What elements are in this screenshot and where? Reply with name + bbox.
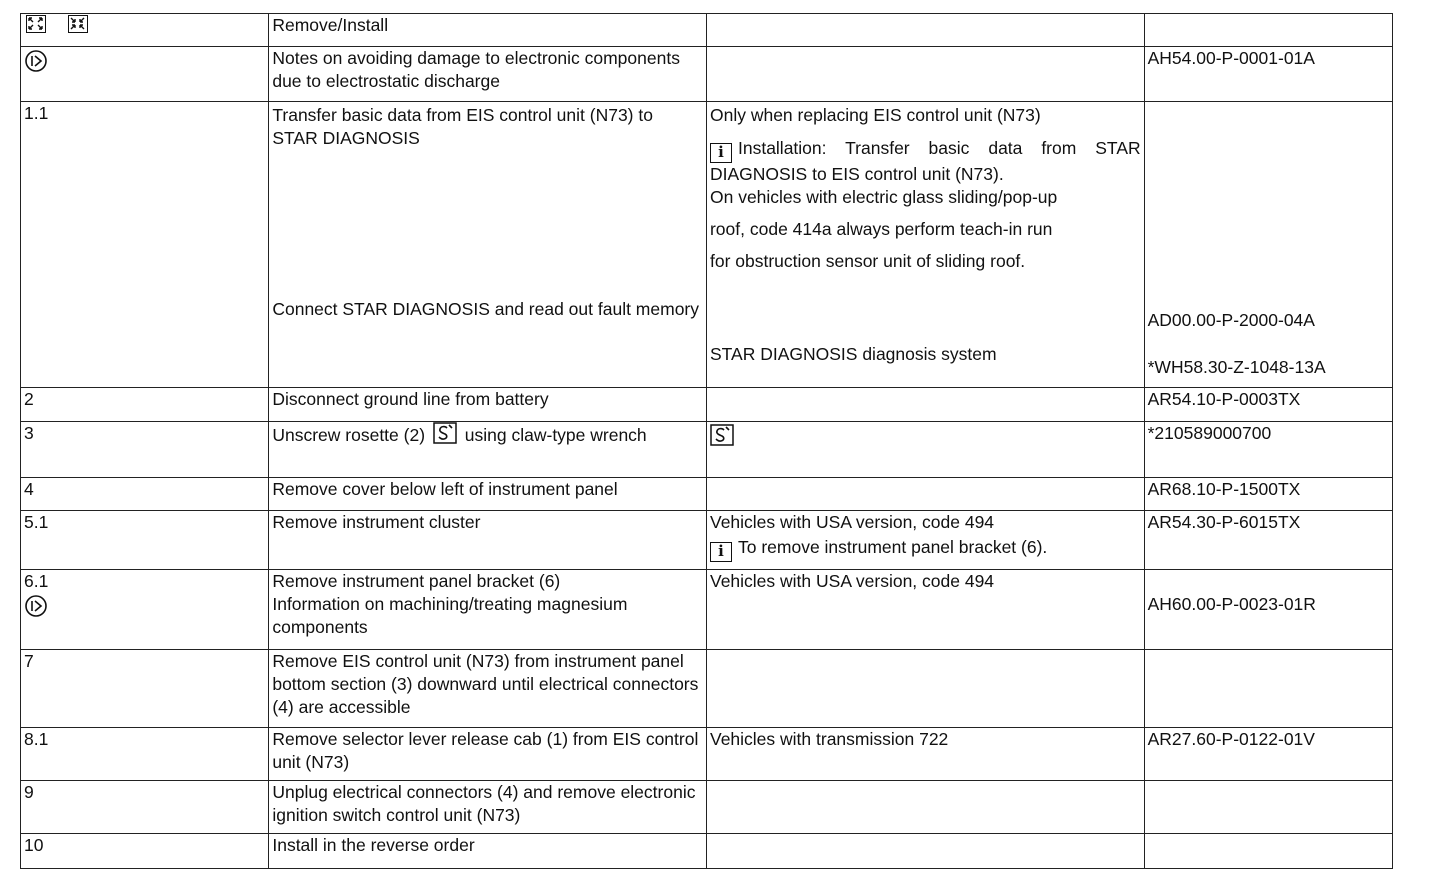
note-cell: [706, 388, 1144, 422]
note-text: To remove instrument panel bracket (6).: [737, 537, 1048, 557]
reference-cell: [1144, 14, 1392, 47]
note-text: roof, code 414a always perform teach-in run: [709, 219, 1053, 239]
note-text: Only when replacing EIS control unit (N73): [709, 105, 1041, 125]
procedure-table: [20, 13, 1393, 869]
operation-text: Connect STAR DIAGNOSIS and read out fault memory: [272, 299, 700, 319]
reference-link[interactable]: AR68.10-P-1500TX: [1147, 479, 1301, 499]
note-text: Vehicles with transmission 722: [709, 729, 949, 749]
reference-link[interactable]: AR27.60-P-0122-01V: [1147, 729, 1315, 749]
section-heading: Remove/Install: [272, 15, 389, 35]
step-number: 10: [24, 835, 44, 855]
warning-circle-icon[interactable]: [24, 594, 48, 618]
operation-cell: [269, 728, 707, 781]
step-cell: [21, 511, 269, 570]
operation-cell: [269, 570, 707, 650]
operation-cell: [269, 422, 707, 478]
step-cell: [21, 570, 269, 650]
table-row: [21, 388, 1393, 422]
operation-text: Disconnect ground line from battery: [272, 389, 549, 409]
reference-cell: [1144, 388, 1392, 422]
step-cell: [21, 834, 269, 869]
table-row: [21, 781, 1393, 834]
step-cell: [21, 478, 269, 511]
reference-cell: [1144, 102, 1392, 388]
step-cell: [21, 388, 269, 422]
step-number: 9: [24, 782, 34, 802]
step-number: 5.1: [24, 512, 49, 532]
step-number: 8.1: [24, 729, 49, 749]
table-row: [21, 570, 1393, 650]
link-text[interactable]: Information on machining/treating magnesium components: [272, 594, 628, 637]
operation-cell: [269, 834, 707, 869]
reference-cell: [1144, 478, 1392, 511]
operation-cell: [269, 102, 707, 388]
reference-cell: [1144, 570, 1392, 650]
table-row: [21, 422, 1393, 478]
reference-link[interactable]: AD00.00-P-2000-04A: [1147, 310, 1315, 330]
operation-cell: [269, 511, 707, 570]
reference-cell: [1144, 834, 1392, 869]
step-cell: [21, 14, 269, 47]
special-tool-icon[interactable]: [710, 424, 734, 446]
operation-text: Remove instrument panel bracket (6): [272, 571, 561, 591]
table-row: [21, 728, 1393, 781]
reference-link[interactable]: AR54.30-P-6015TX: [1147, 512, 1301, 532]
reference-cell: [1144, 422, 1392, 478]
operation-text: Remove EIS control unit (N73) from instrument panel bottom section (3) downward until electrical connectors (4) are accessible: [272, 651, 699, 717]
operation-text: Remove instrument cluster: [272, 512, 481, 532]
operation-text: Remove selector lever release cab (1) from EIS control unit (N73): [272, 729, 699, 772]
operation-text: Remove cover below left of instrument panel: [272, 479, 618, 499]
table-row: [21, 47, 1393, 102]
reference-link[interactable]: AH54.00-P-0001-01A: [1147, 48, 1315, 68]
note-cell: [706, 422, 1144, 478]
note-cell: [706, 728, 1144, 781]
reference-cell: [1144, 728, 1392, 781]
collapse-all-icon[interactable]: [68, 15, 88, 33]
note-text: STAR DIAGNOSIS diagnosis system: [709, 344, 997, 364]
expand-all-icon[interactable]: [26, 15, 46, 33]
note-cell: [706, 478, 1144, 511]
step-number: 6.1: [24, 571, 49, 591]
tool-number[interactable]: *210589000700: [1147, 423, 1272, 443]
reference-cell: [1144, 511, 1392, 570]
info-icon: i: [710, 143, 732, 163]
info-icon: i: [710, 542, 732, 562]
reference-cell: [1144, 650, 1392, 728]
operation-cell: [269, 14, 707, 47]
step-cell: [21, 47, 269, 102]
reference-link[interactable]: *WH58.30-Z-1048-13A: [1147, 357, 1326, 377]
operation-text: Transfer basic data from EIS control unit (N73) to STAR DIAGNOSIS: [272, 105, 653, 148]
step-cell: [21, 650, 269, 728]
step-number: 2: [24, 389, 34, 409]
operation-text: Unscrew rosette (2): [272, 425, 426, 445]
note-cell: [706, 102, 1144, 388]
step-number: 4: [24, 479, 34, 499]
note-cell: [706, 781, 1144, 834]
link-text[interactable]: Notes on avoiding damage to electronic components due to electrostatic discharge: [272, 48, 680, 91]
table-row: [21, 102, 1393, 388]
table-row: [21, 650, 1393, 728]
note-cell: [706, 570, 1144, 650]
note-cell: [706, 511, 1144, 570]
operation-cell: [269, 388, 707, 422]
note-text: Vehicles with USA version, code 494: [709, 512, 995, 532]
step-number: 1.1: [24, 103, 49, 123]
step-number: 7: [24, 651, 34, 671]
reference-link[interactable]: AH60.00-P-0023-01R: [1147, 594, 1316, 614]
operation-cell: [269, 47, 707, 102]
table-row: [21, 834, 1393, 869]
step-number: 3: [24, 423, 34, 443]
step-cell: [21, 422, 269, 478]
special-tool-icon[interactable]: [433, 422, 457, 444]
step-cell: [21, 781, 269, 834]
note-text: Vehicles with USA version, code 494: [709, 571, 995, 591]
table-row: [21, 478, 1393, 511]
reference-link[interactable]: AR54.10-P-0003TX: [1147, 389, 1301, 409]
table-row: [21, 14, 1393, 47]
note-text: On vehicles with electric glass sliding/pop-up: [709, 187, 1058, 207]
step-cell: [21, 728, 269, 781]
note-cell: [706, 47, 1144, 102]
table-row: [21, 511, 1393, 570]
operation-cell: [269, 781, 707, 834]
step-cell: [21, 102, 269, 388]
note-cell: [706, 14, 1144, 47]
operation-cell: [269, 650, 707, 728]
note-text: for obstruction sensor unit of sliding roof.: [709, 251, 1026, 271]
operation-text: Unplug electrical connectors (4) and remove electronic ignition switch control unit (N73): [272, 782, 696, 825]
operation-text: using claw-type wrench: [464, 425, 647, 445]
note-text: Installation: Transfer basic data from STAR DIAGNOSIS to EIS control unit (N73).: [709, 138, 1141, 184]
reference-cell: [1144, 781, 1392, 834]
operation-cell: [269, 478, 707, 511]
note-cell: [706, 650, 1144, 728]
reference-cell: [1144, 47, 1392, 102]
warning-circle-icon[interactable]: [24, 49, 48, 73]
note-cell: [706, 834, 1144, 869]
operation-text: Install in the reverse order: [272, 835, 475, 855]
